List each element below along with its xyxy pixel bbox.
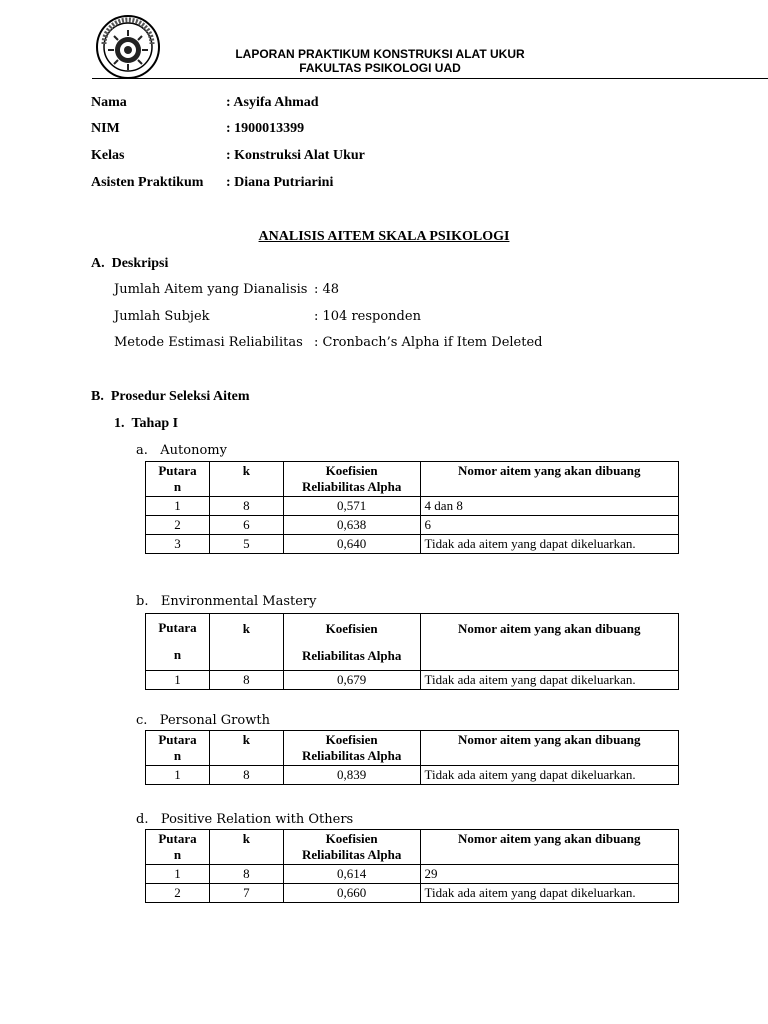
- table-header-row: [146, 731, 679, 766]
- cell-dibuang: 29: [420, 865, 678, 884]
- section-b-heading: B. Prosedur Seleksi Aitem: [91, 389, 250, 404]
- cell-putaran: 1: [146, 766, 210, 785]
- header-putaran: Putara n: [146, 830, 210, 865]
- identity-value-kelas: : Konstruksi Alat Ukur: [226, 148, 365, 163]
- cell-k: 5: [209, 535, 283, 554]
- table-positive-relation: [145, 829, 679, 903]
- header-k: k: [209, 462, 283, 497]
- table-autonomy: [145, 461, 679, 554]
- tahap-heading: 1. Tahap I: [114, 416, 179, 431]
- table-row: [146, 865, 679, 884]
- subscale-label-autonomy: a. Autonomy: [136, 443, 227, 458]
- header-koefisien: Koefisien Reliabilitas Alpha: [283, 462, 420, 497]
- table-header-row: [146, 830, 679, 865]
- table-header-row: [146, 614, 679, 671]
- identity-label-asisten: Asisten Praktikum: [91, 175, 204, 190]
- table-row: [146, 516, 679, 535]
- deskripsi-label-metode: Metode Estimasi Reliabilitas: [114, 335, 303, 350]
- subscale-label-personal-growth: c. Personal Growth: [136, 713, 270, 728]
- cell-putaran: 2: [146, 516, 210, 535]
- cell-dibuang: Tidak ada aitem yang dapat dikeluarkan.: [420, 671, 678, 690]
- university-seal-icon: [95, 14, 161, 80]
- identity-label-kelas: Kelas: [91, 148, 125, 163]
- deskripsi-label-aitem: Jumlah Aitem yang Dianalisis: [114, 282, 308, 297]
- header-nomor-aitem: Nomor aitem yang akan dibuang: [420, 731, 678, 766]
- table-row: [146, 884, 679, 903]
- header-koefisien: Koefisien Reliabilitas Alpha: [283, 614, 420, 671]
- cell-alpha: 0,839: [283, 766, 420, 785]
- deskripsi-value-aitem: : 48: [314, 282, 340, 297]
- header-nomor-aitem: Nomor aitem yang akan dibuang: [420, 462, 678, 497]
- deskripsi-value-subjek: : 104 responden: [314, 309, 421, 324]
- cell-dibuang: 4 dan 8: [420, 497, 678, 516]
- table-header-row: [146, 462, 679, 497]
- section-a-heading: A. Deskripsi: [91, 256, 169, 271]
- cell-alpha: 0,571: [283, 497, 420, 516]
- cell-alpha: 0,660: [283, 884, 420, 903]
- identity-value-nim: : 1900013399: [226, 121, 305, 136]
- cell-k: 6: [209, 516, 283, 535]
- header-koefisien: Koefisien Reliabilitas Alpha: [283, 830, 420, 865]
- cell-putaran: 2: [146, 884, 210, 903]
- header-line-2: FAKULTAS PSIKOLOGI UAD: [299, 61, 461, 75]
- cell-k: 8: [209, 497, 283, 516]
- cell-k: 8: [209, 865, 283, 884]
- subscale-label-environmental-mastery: b. Environmental Mastery: [136, 594, 317, 609]
- header-k: k: [209, 731, 283, 766]
- header-putaran: Putara n: [146, 462, 210, 497]
- subscale-label-positive-relation: d. Positive Relation with Others: [136, 812, 354, 827]
- cell-alpha: 0,679: [283, 671, 420, 690]
- cell-dibuang: Tidak ada aitem yang dapat dikeluarkan.: [420, 766, 678, 785]
- header-putaran: Putara n: [146, 614, 210, 671]
- document-title: ANALISIS AITEM SKALA PSIKOLOGI: [258, 229, 510, 244]
- cell-alpha: 0,638: [283, 516, 420, 535]
- cell-k: 8: [209, 766, 283, 785]
- table-row: [146, 766, 679, 785]
- deskripsi-value-metode: : Cronbach’s Alpha if Item Deleted: [314, 335, 543, 350]
- cell-alpha: 0,640: [283, 535, 420, 554]
- table-environmental-mastery: [145, 613, 679, 690]
- identity-value-nama: : Asyifa Ahmad: [226, 95, 319, 110]
- table-row: [146, 671, 679, 690]
- cell-dibuang: Tidak ada aitem yang dapat dikeluarkan.: [420, 884, 678, 903]
- header-k: k: [209, 614, 283, 671]
- header-putaran: Putara n: [146, 731, 210, 766]
- cell-dibuang: 6: [420, 516, 678, 535]
- identity-label-nim: NIM: [91, 121, 120, 136]
- cell-putaran: 1: [146, 671, 210, 690]
- identity-value-asisten: : Diana Putriarini: [226, 175, 334, 190]
- header-nomor-aitem: Nomor aitem yang akan dibuang: [420, 614, 678, 671]
- table-personal-growth: [145, 730, 679, 785]
- header-divider: [92, 78, 768, 79]
- deskripsi-label-subjek: Jumlah Subjek: [114, 309, 210, 324]
- cell-dibuang: Tidak ada aitem yang dapat dikeluarkan.: [420, 535, 678, 554]
- cell-putaran: 1: [146, 865, 210, 884]
- header-line-1: LAPORAN PRAKTIKUM KONSTRUKSI ALAT UKUR: [235, 47, 525, 61]
- header-nomor-aitem: Nomor aitem yang akan dibuang: [420, 830, 678, 865]
- cell-k: 7: [209, 884, 283, 903]
- identity-label-nama: Nama: [91, 95, 127, 110]
- header-koefisien: Koefisien Reliabilitas Alpha: [283, 731, 420, 766]
- cell-k: 8: [209, 671, 283, 690]
- header-k: k: [209, 830, 283, 865]
- table-row: [146, 535, 679, 554]
- cell-alpha: 0,614: [283, 865, 420, 884]
- table-row: [146, 497, 679, 516]
- cell-putaran: 3: [146, 535, 210, 554]
- cell-putaran: 1: [146, 497, 210, 516]
